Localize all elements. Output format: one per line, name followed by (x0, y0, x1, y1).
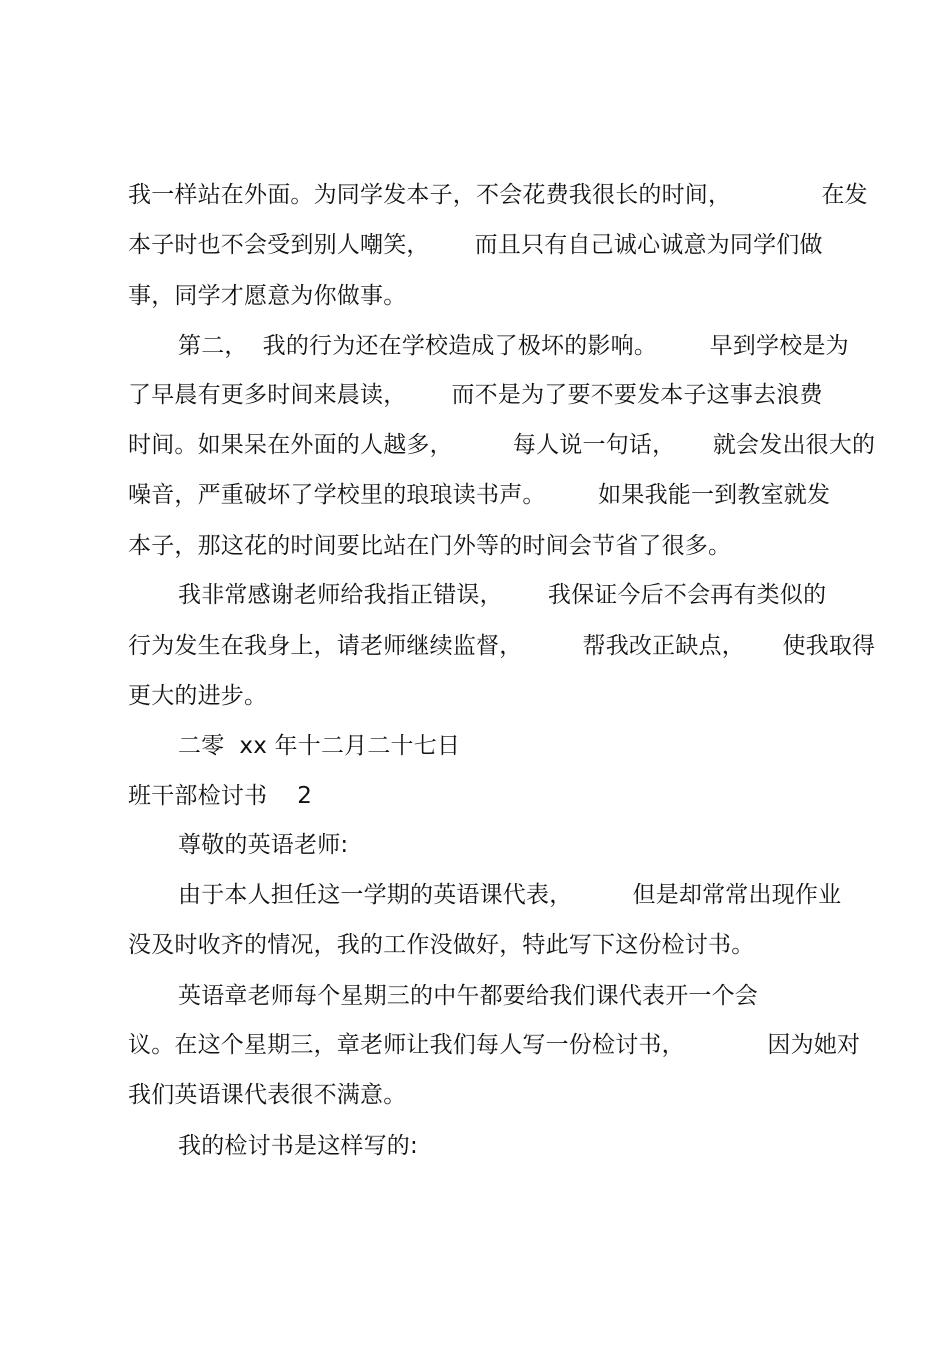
text-line: 更大的进步。 (128, 683, 268, 709)
paragraph-line: 英语章老师每个星期三的中午都要给我们课代表开一个会 (178, 983, 758, 1009)
text-line: 时间。如果呆在外面的人越多， 每人说一句话， 就会发出很大的 (128, 432, 876, 458)
date-line: 二零 xx 年十二月二十七日 (178, 733, 461, 759)
text-line: 我一样站在外面。为同学发本子，不会花费我很长的时间， 在发 (128, 182, 868, 208)
text-line: 本子时也不会受到别人嘲笑， 而且只有自己诚心诚意为同学们做 (128, 232, 823, 258)
text-line: 事，同学才愿意为你做事。 (128, 283, 407, 309)
paragraph-line: 由于本人担任这一学期的英语课代表， 但是却常常出现作业 (178, 882, 842, 908)
text-line: 本子，那这花的时间要比站在门外等的时间会节省了很多。 (128, 533, 732, 559)
paragraph-line: 第二， 我的行为还在学校造成了极坏的影响。 早到学校是为 (178, 333, 849, 359)
text-line: 我们英语课代表很不满意。 (128, 1082, 407, 1108)
text-line: 噪音，严重破坏了学校里的琅琅读书声。 如果我能一到教室就发 (128, 482, 831, 508)
salutation: 尊敬的英语老师: (178, 832, 349, 858)
text-line: 没及时收齐的情况，我的工作没做好，特此写下这份检讨书。 (128, 932, 755, 958)
section-title: 班干部检讨书 2 (128, 783, 313, 809)
paragraph-line: 我的检讨书是这样写的: (178, 1133, 418, 1159)
paragraph-line: 我非常感谢老师给我指正错误， 我保证今后不会再有类似的 (178, 582, 827, 608)
text-line: 议。在这个星期三，章老师让我们每人写一份检讨书， 因为她对 (128, 1032, 861, 1058)
text-line: 了早晨有更多时间来晨读， 而不是为了要不要发本子这事去浪费 (128, 382, 823, 408)
text-line: 行为发生在我身上，请老师继续监督， 帮我改正缺点， 使我取得 (128, 633, 876, 659)
